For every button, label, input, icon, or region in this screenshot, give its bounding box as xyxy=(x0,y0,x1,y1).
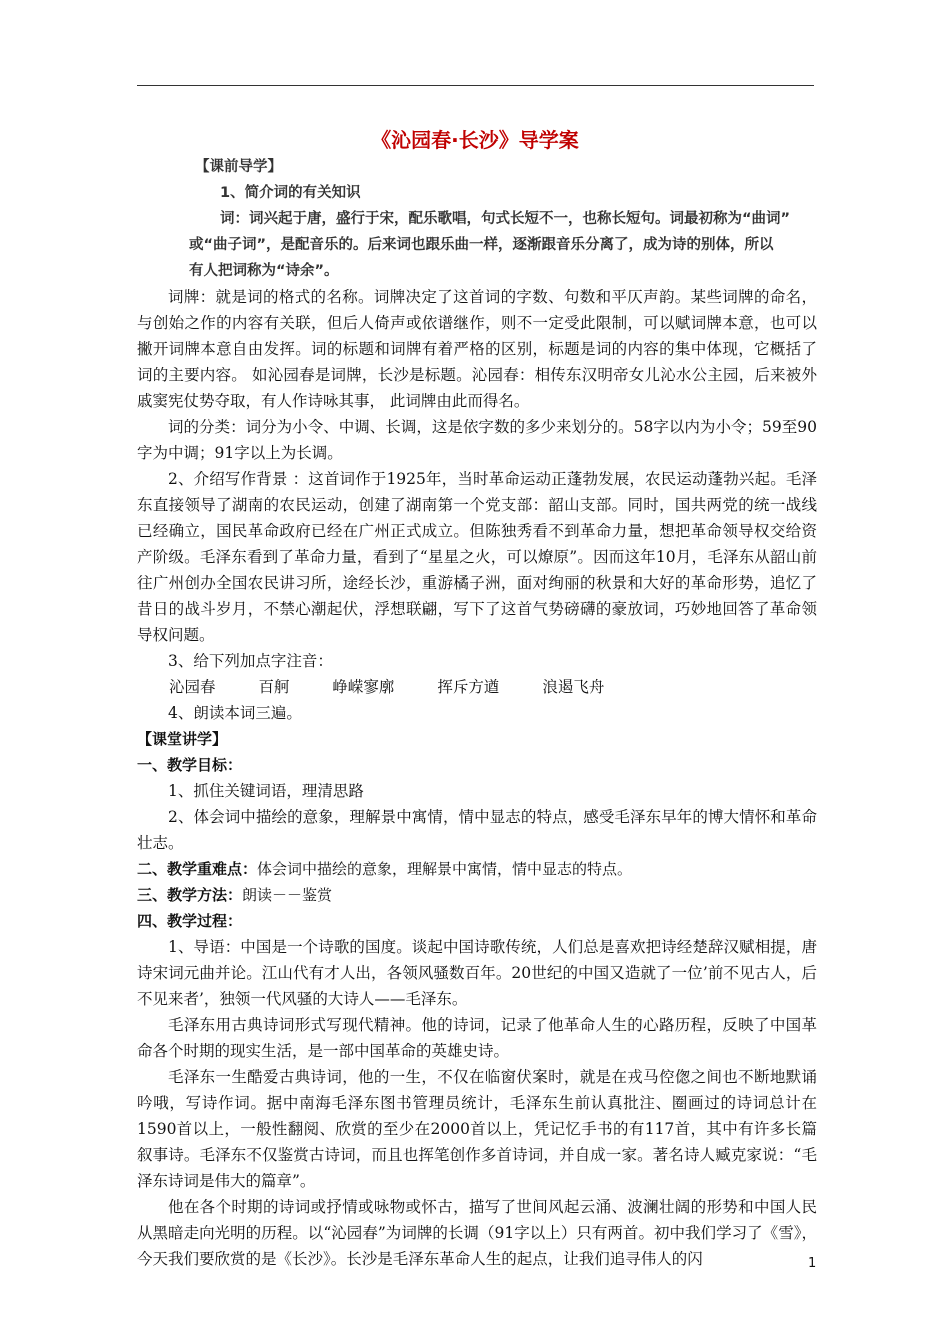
item1-heading: 1、简介词的有关知识 xyxy=(220,185,361,201)
item3: 3、给下列加点字注音： xyxy=(168,652,333,670)
process-paragraph-4: 他在各个时期的诗词或抒情或咏物或怀古，描写了世间风起云涌、波澜壮阔的形势和中国人民从黑暗走向光明的历程。以“沁园春”为词牌的长调（91字以上）只有两首。初中我们学习了《雪》，今天我们要欣赏的是《长沙》。长沙是毛泽东革命人生的起点，让我们追寻伟人的闪 xyxy=(137,1198,817,1268)
blurry-line-1: 词：词兴起于唐，盛行于宋，配乐歌唱，句式长短不一，也称长短句。词最初称为“曲词” xyxy=(220,211,791,227)
goals-heading: 一、教学目标： xyxy=(137,756,243,774)
item4: 4、朗读本词三遍。 xyxy=(168,704,302,722)
goal-1: 1、抓住关键词语，理清思路 xyxy=(168,782,364,800)
document-body xyxy=(137,154,817,1272)
pinyin-word: 峥嵘寥廓 xyxy=(332,678,395,696)
process-paragraph-3: 毛泽东一生酷爱古典诗词，他的一生，不仅在临窗伏案时，就是在戎马倥偬之间也不断地默诵吟哦，写诗作词。据中南海毛泽东图书管理员统计，毛泽东生前认真批注、圈画过的诗词总计在1590首以上，一般性翻阅、欣赏的至少在2000首以上，凭记忆手书的有117首，其中有许多长篇叙事诗。毛泽东不仅鉴赏古诗词，而且也挥笔创作多首诗词，并自成一家。著名诗人臧克家说：“毛泽东诗词是伟大的篇章”。 xyxy=(137,1068,817,1190)
process-paragraph-1: 1、导语：中国是一个诗歌的国度。谈起中国诗歌传统，人们总是喜欢把诗经楚辞汉赋相提，唐诗宋词元曲并论。江山代有才人出，各领风骚数百年。20世纪的中国又造就了一位’前不见古人，后不见来者’，独领一代风骚的大诗人——毛泽东。 xyxy=(137,938,817,1008)
blurry-line-3: 有人把词称为“诗余”。 xyxy=(189,263,339,279)
classification-paragraph: 词的分类：词分为小令、中调、长调，这是依字数的多少来划分的。58字以内为小令；59至90字为中调；91字以上为长调。 xyxy=(137,418,817,462)
pinyin-word: 沁园春 xyxy=(169,678,216,696)
key-points xyxy=(137,856,817,882)
key-label: 二、教学重难点： xyxy=(137,860,258,878)
process-paragraph-2: 毛泽东用古典诗词形式写现代精神。他的诗词，记录了他革命人生的心路历程，反映了中国革命各个时期的现实生活，是一部中国革命的英雄史诗。 xyxy=(137,1016,817,1060)
pinyin-word: 百舸 xyxy=(258,678,290,696)
pinyin-word: 挥斥方遒 xyxy=(437,678,500,696)
pinyin-words xyxy=(169,674,817,700)
background-paragraph: 2、介绍写作背景 ：这首词作于1925年，当时革命运动正蓬勃发展，农民运动蓬勃兴起。毛泽东直接领导了湖南的农民运动，创建了湖南第一个党支部：韶山支部。同时，国共两党的统一战线已经确立，国民革命政府已经在广州正式成立。但陈独秀看不到革命力量，想把革命领导权交给资产阶级。毛泽东看到了革命力量，看到了“星星之火，可以燎原”。因而这年10月，毛泽东从韶山前往广州创办全国农民讲习所，途经长沙，重游橘子洲，面对绚丽的秋景和大好的革命形势，追忆了昔日的战斗岁月，不禁心潮起伏，浮想联翩，写下了这首气势磅礴的豪放词，巧妙地回答了革命领导权问题。 xyxy=(137,470,817,644)
key-text: 体会词中描绘的意象，理解景中寓情，情中显志的特点。 xyxy=(257,860,633,878)
page-number: 1 xyxy=(808,1256,817,1271)
inclass-heading: 【课堂讲学】 xyxy=(137,730,228,748)
process-heading: 四、教学过程： xyxy=(137,912,243,930)
page-title: 《沁园春·长沙》导学案 xyxy=(371,128,579,152)
method xyxy=(137,882,817,908)
cipai-paragraph: 词牌：就是词的格式的名称。词牌决定了这首词的字数、句数和平仄声韵。某些词牌的命名，与创始之作的内容有关联，但后人倚声或依谱继作，则不一定受此限制，可以赋词牌本意，也可以撇开词牌本意自由发挥。词的标题和词牌有着严格的区别，标题是词的内容的集中体现，它概括了词的主要内容。 如沁园春是词牌，长沙是标题。沁园春：相传东汉明帝女儿沁水公主园，后来被外戚窦宪仗势夺取，有人作诗咏其事， 此词牌由此而得名。 xyxy=(137,288,817,410)
goal-2: 2、体会词中描绘的意象，理解景中寓情，情中显志的特点，感受毛泽东早年的博大情怀和革命壮志。 xyxy=(137,808,817,852)
preclass-heading: 【课前导学】 xyxy=(195,159,282,175)
method-label: 三、教学方法： xyxy=(137,886,243,904)
header-rule xyxy=(137,85,814,86)
method-text: 朗读－－鉴赏 xyxy=(242,886,333,904)
blurry-line-2: 或“曲子词”，是配音乐的。后来词也跟乐曲一样，逐渐跟音乐分离了，成为诗的别体，所以 xyxy=(189,237,774,253)
pinyin-word: 浪遏飞舟 xyxy=(542,678,605,696)
